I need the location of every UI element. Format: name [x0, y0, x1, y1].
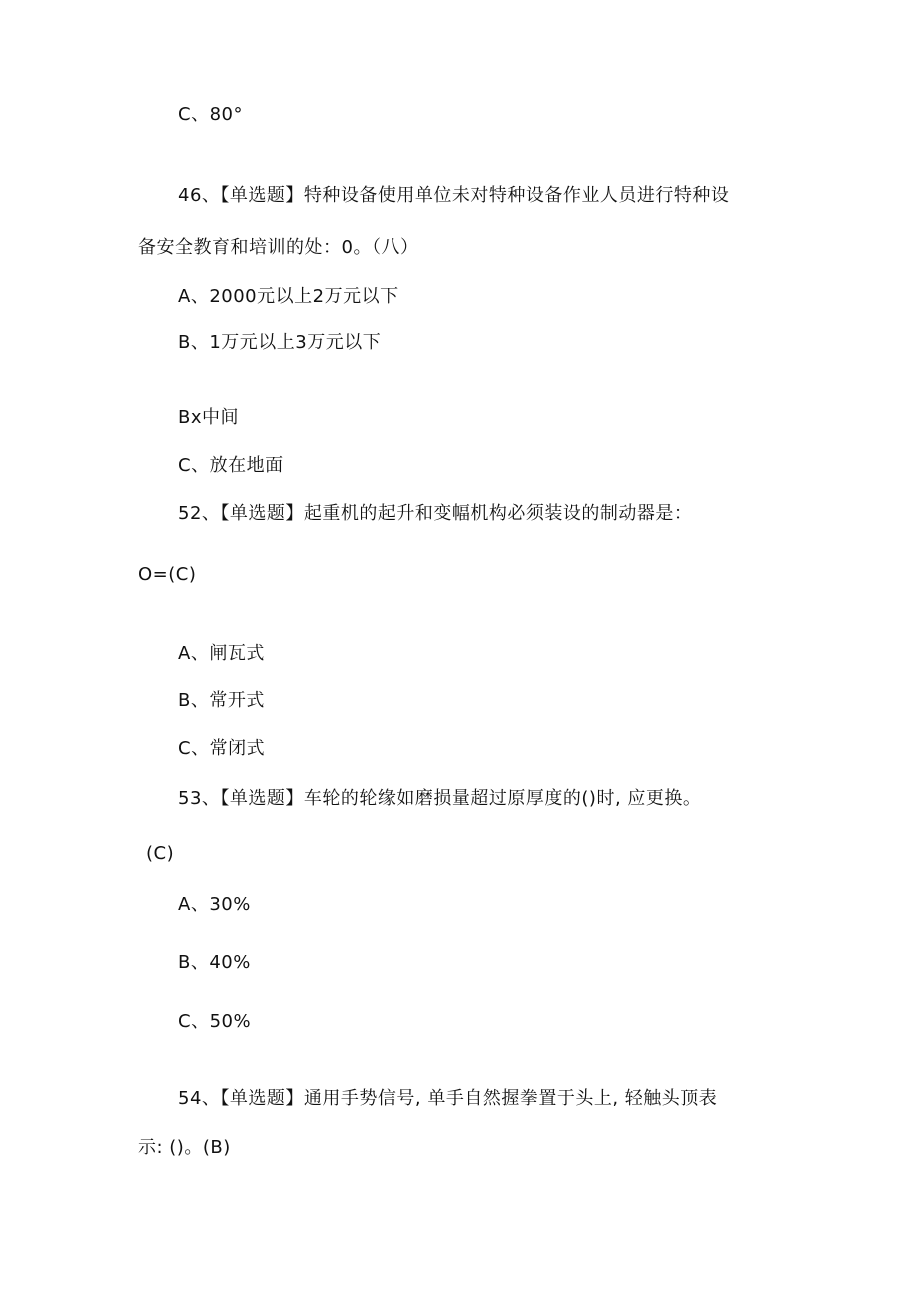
- question-46-option-b: B、1万元以上3万元以下: [178, 332, 382, 353]
- question-53-line-1: 53、【单选题】车轮的轮缘如磨损量超过原厚度的()时, 应更换。: [178, 788, 702, 809]
- option-bx-middle: Bx中间: [178, 407, 240, 428]
- question-52-option-a: A、闸瓦式: [178, 643, 265, 664]
- option-c-80: C、80°: [178, 104, 243, 125]
- question-52-line-1: 52、【单选题】起重机的起升和变幅机构必须装设的制动器是：: [178, 503, 693, 524]
- question-46-line-1: 46、【单选题】特种设备使用单位未对特种设备作业人员进行特种设: [178, 185, 730, 206]
- question-52-option-c: C、常闭式: [178, 738, 266, 759]
- question-54-line-1: 54、【单选题】通用手势信号, 单手自然握拳置于头上, 轻触头顶表: [178, 1088, 718, 1109]
- question-53-line-2: (C): [146, 843, 175, 864]
- question-46-line-2: 备安全教育和培训的处：0。（八）: [138, 237, 419, 258]
- option-c-ground: C、放在地面: [178, 455, 284, 476]
- question-52-line-2: O=(C): [138, 564, 197, 585]
- question-53-option-c: C、50%: [178, 1011, 252, 1032]
- question-54-line-2: 示: ()。(B): [138, 1137, 231, 1158]
- question-46-option-a: A、2000元以上2万元以下: [178, 286, 399, 307]
- question-53-option-a: A、30%: [178, 894, 251, 915]
- question-53-option-b: B、40%: [178, 952, 251, 973]
- question-52-option-b: B、常开式: [178, 690, 265, 711]
